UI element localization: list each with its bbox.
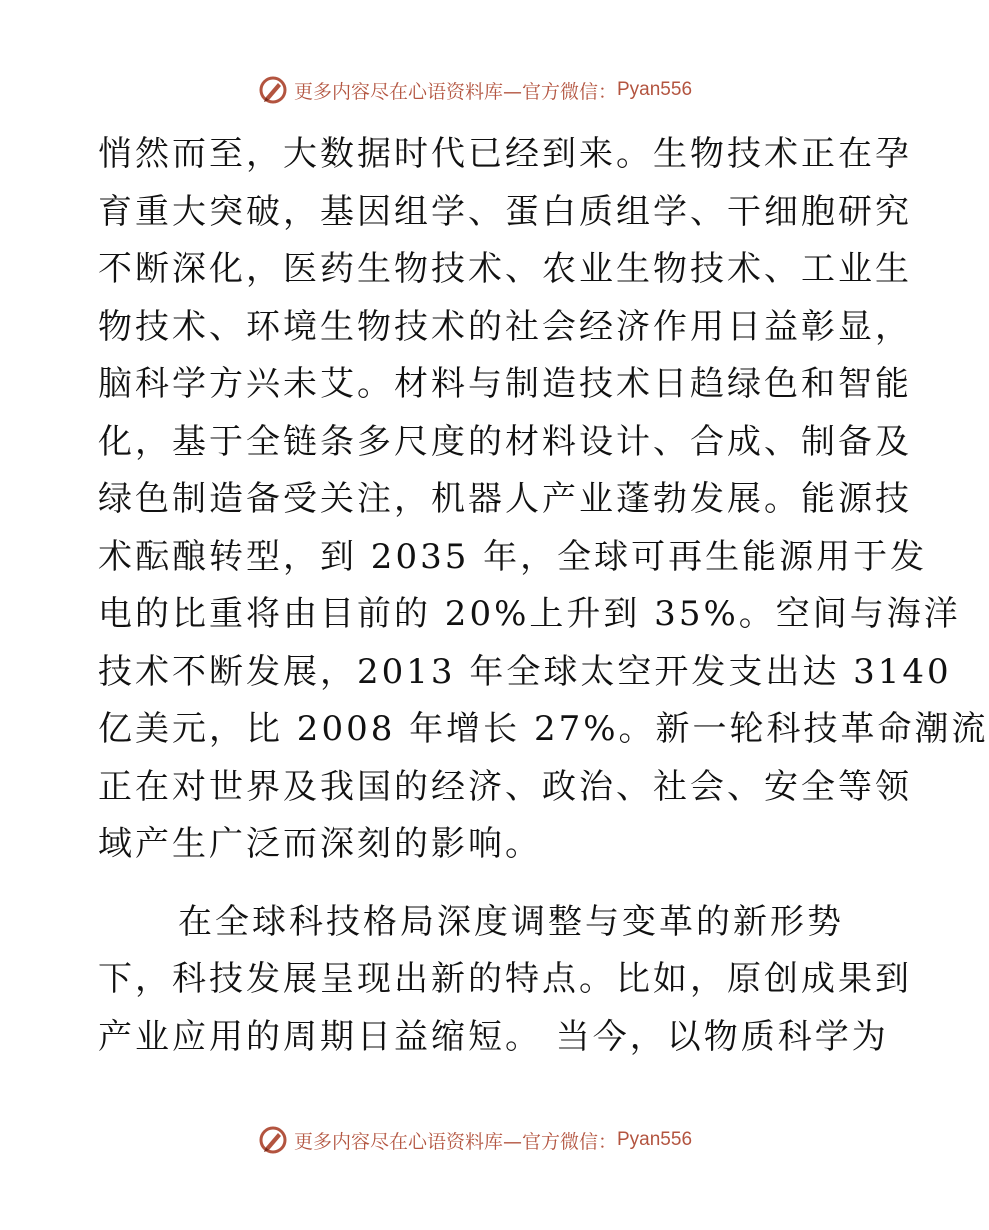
text-line: 产业应用的周期日益缩短。 当今，以物质科学为	[98, 1016, 889, 1057]
text-line: 亿美元，比 2008 年增长 27%。新一轮科技革命潮流	[98, 709, 989, 749]
text-line: 正在对世界及我国的经济、政治、社会、安全等领	[98, 766, 912, 807]
watermark-handle: Pyan556	[617, 1129, 693, 1150]
text-line: 域产生广泛而深刻的影响。	[98, 824, 542, 864]
text-line: 绿色制造备受关注，机器人产业蓬勃发展。能源技	[98, 479, 912, 519]
text-line: 育重大突破，基因组学、蛋白质组学、干细胞研究	[98, 191, 912, 232]
text-line: 术酝酿转型，到 2035 年，全球可再生能源用于发	[98, 536, 928, 577]
watermark-handle: Pyan556	[617, 79, 693, 100]
watermark-text: 更多内容尽在心语资料库—官方微信：	[293, 80, 617, 103]
text-line: 化，基于全链条多尺度的材料设计、合成、制备及	[98, 421, 912, 462]
text-line: 物技术、环境生物技术的社会经济作用日益彰显，	[98, 306, 912, 347]
pen-logo-icon	[258, 1125, 288, 1155]
text-line: 不断深化，医药生物技术、农业生物技术、工业生	[98, 249, 912, 289]
pen-logo-icon	[258, 75, 288, 105]
document-body	[98, 126, 989, 1066]
paragraph-1	[98, 126, 989, 874]
text-line: 脑科学方兴未艾。材料与制造技术日趋绿色和智能	[98, 364, 912, 404]
text-line: 下，科技发展呈现出新的特点。比如，原创成果到	[98, 959, 912, 999]
text-line: 在全球科技格局深度调整与变革的新形势	[178, 901, 844, 942]
footer-watermark	[0, 1120, 950, 1160]
watermark-text: 更多内容尽在心语资料库—官方微信：	[293, 1130, 617, 1153]
text-line: 技术不断发展，2013 年全球太空开发支出达 3140	[98, 651, 952, 692]
text-line: 悄然而至，大数据时代已经到来。生物技术正在孕	[98, 134, 912, 174]
header-watermark	[0, 70, 950, 110]
paragraph-2	[98, 894, 912, 1067]
text-line: 电的比重将由目前的 20%上升到 35%。空间与海洋	[98, 594, 961, 634]
